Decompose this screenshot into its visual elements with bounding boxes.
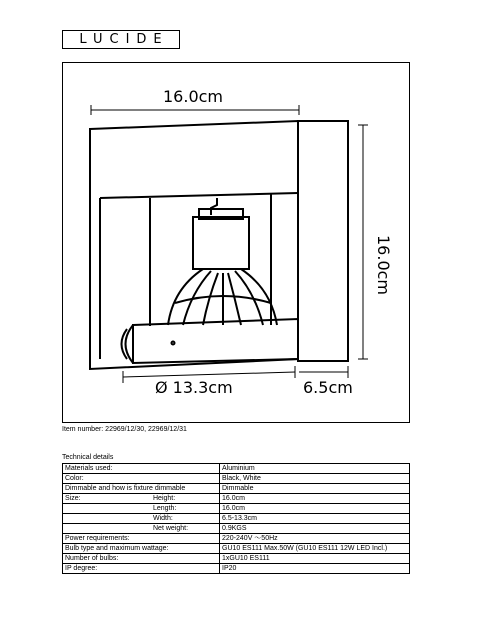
depth-dimension-label: 6.5cm bbox=[303, 378, 353, 397]
spec-label: Bulb type and maximum wattage: bbox=[65, 545, 169, 552]
spec-sublabel: Net weight: bbox=[153, 525, 189, 532]
spec-label: Color: bbox=[65, 475, 84, 482]
spec-sublabel: Height: bbox=[153, 495, 176, 502]
table-row bbox=[63, 464, 410, 474]
table-row bbox=[63, 504, 410, 514]
table-row bbox=[63, 564, 410, 574]
spec-sublabel: Width: bbox=[153, 515, 173, 522]
spec-label-cell bbox=[63, 534, 220, 544]
spec-label: Number of bulbs: bbox=[65, 555, 119, 562]
table-row bbox=[63, 524, 410, 534]
table-row bbox=[63, 514, 410, 524]
spec-value: 1xGU10 ES111 bbox=[220, 554, 410, 564]
table-row bbox=[63, 554, 410, 564]
spec-label-cell bbox=[63, 464, 220, 474]
width-dimension-label: 16.0cm bbox=[163, 87, 224, 106]
spec-value: GU10 ES111 Max.50W (GU10 ES111 12W LED Incl.) bbox=[220, 544, 410, 554]
spec-value: 16.0cm bbox=[220, 494, 410, 504]
spec-label: Materials used: bbox=[65, 465, 113, 472]
spec-sublabel: Length: bbox=[153, 505, 177, 512]
spec-value: 6.5-13.3cm bbox=[220, 514, 410, 524]
spec-label-cell bbox=[63, 504, 220, 514]
spec-label: Power requirements: bbox=[65, 535, 130, 542]
spec-value: Black, White bbox=[220, 474, 410, 484]
spec-value: 220-240V ～50Hz bbox=[220, 534, 410, 544]
technical-details-table bbox=[62, 463, 410, 574]
table-row bbox=[63, 534, 410, 544]
spec-label-cell bbox=[63, 524, 220, 534]
diameter-dimension-label: Ø 13.3cm bbox=[155, 378, 233, 397]
spec-value: Aluminium bbox=[220, 464, 410, 474]
spec-value: IP20 bbox=[220, 564, 410, 574]
item-number: Item number: 22969/12/30, 22969/12/31 bbox=[62, 426, 187, 433]
table-row bbox=[63, 484, 410, 494]
spec-label-cell bbox=[63, 554, 220, 564]
table-row bbox=[63, 494, 410, 504]
spec-label-cell bbox=[63, 514, 220, 524]
spec-label: Size: bbox=[65, 495, 81, 502]
product-drawing bbox=[62, 62, 410, 423]
technical-details-title: Technical details bbox=[62, 454, 114, 461]
spec-label: IP degree: bbox=[65, 565, 98, 572]
spec-label-cell bbox=[63, 544, 220, 554]
spec-label-cell bbox=[63, 484, 220, 494]
spec-value: 16.0cm bbox=[220, 504, 410, 514]
spec-label-cell bbox=[63, 494, 220, 504]
height-dimension-label: 16.0cm bbox=[374, 235, 393, 296]
table-row bbox=[63, 474, 410, 484]
spec-value: 0.9KGS bbox=[220, 524, 410, 534]
spec-label-cell bbox=[63, 564, 220, 574]
spec-label-cell bbox=[63, 474, 220, 484]
brand-logo: LUCIDE bbox=[62, 30, 180, 49]
spec-value: Dimmable bbox=[220, 484, 410, 494]
spec-label: Dimmable and how is fixture dimmable bbox=[65, 485, 186, 492]
fixture-illustration bbox=[63, 63, 411, 424]
table-row bbox=[63, 544, 410, 554]
